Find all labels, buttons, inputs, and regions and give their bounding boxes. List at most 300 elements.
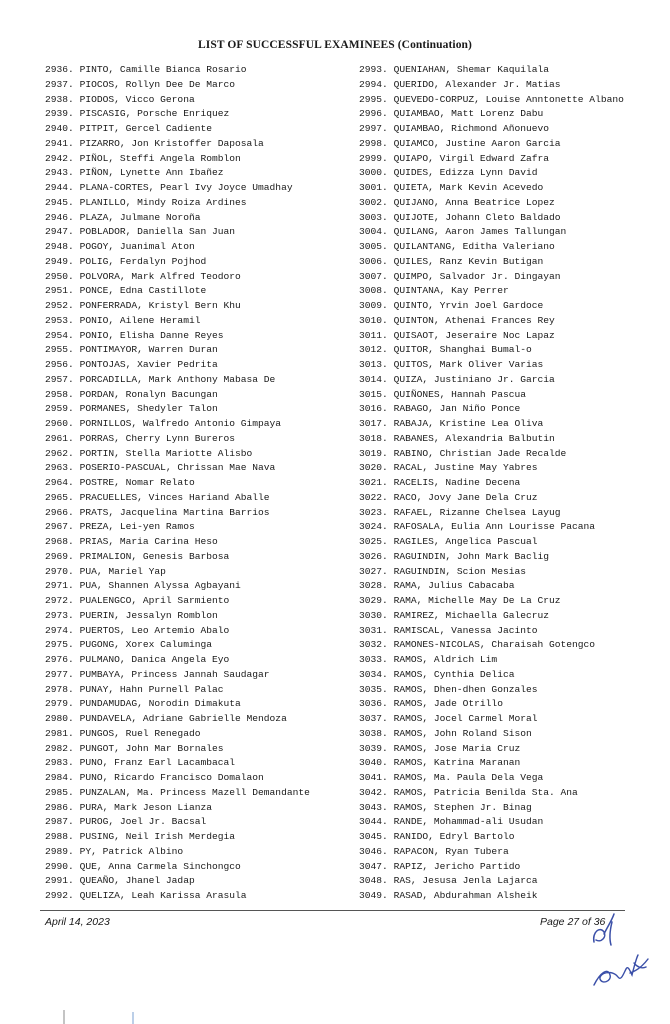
examinee-name: PIODOS, Vicco Gerona: [79, 93, 195, 105]
examinee-number: 2987.: [45, 816, 74, 828]
list-item: [45, 506, 310, 521]
list-item: [45, 373, 310, 388]
examinee-name: PRATS, Jacquelina Martina Barrios: [79, 506, 270, 518]
examinee-number: 3013.: [359, 359, 388, 370]
list-item: [45, 181, 310, 196]
examinee-number: 2956.: [45, 359, 74, 370]
examinee-number: 3045.: [359, 831, 388, 842]
list-item: [359, 830, 624, 845]
examinee-name: QUIAPO, Virgil Edward Zafra: [393, 152, 550, 164]
examinee-number: 3000.: [359, 167, 388, 179]
examinee-number: 2967.: [45, 521, 74, 533]
examinee-number: 2974.: [45, 624, 74, 636]
examinee-number: 3030.: [359, 609, 388, 621]
examinee-number: 2945.: [45, 196, 74, 208]
list-item: [359, 638, 624, 653]
list-item: [359, 786, 624, 801]
examinee-number: 2944.: [45, 182, 74, 193]
examinee-name: QUEVEDO-CORPUZ, Louise Anntonette Albano: [393, 93, 624, 105]
examinee-name: PUNGOS, Ruel Renegado: [79, 727, 201, 739]
examinee-number: 2990.: [45, 860, 74, 872]
examinee-number: 3026.: [359, 550, 388, 562]
examinee-number: 3032.: [359, 639, 388, 651]
examinee-number: 3049.: [359, 890, 388, 901]
list-item: [45, 697, 310, 712]
examinee-number: 2978.: [45, 683, 74, 695]
examinee-name: RAFOSALA, Eulia Ann Lourisse Pacana: [393, 521, 596, 533]
list-item: [45, 609, 310, 624]
examinee-number: 2998.: [359, 137, 388, 149]
list-item: [359, 697, 624, 712]
examinee-name: RAPACON, Ryan Tubera: [393, 845, 509, 857]
examinee-number: 2940.: [45, 123, 74, 134]
examinee-name: QUE, Anna Carmela Sinchongco: [79, 860, 241, 872]
examinee-name: PIOCOS, Rollyn Dee De Marco: [79, 78, 236, 90]
examinee-name: QUIAMBAO, Matt Lorenz Dabu: [393, 108, 544, 120]
examinee-name: PONTOJAS, Xavier Pedrita: [79, 359, 218, 370]
examinee-name: RASAD, Abdurahman Alsheik: [393, 890, 538, 901]
examinee-name: PUNDAVELA, Adriane Gabrielle Mendoza: [79, 713, 287, 724]
examinee-name: RAGUINDIN, John Mark Baclig: [393, 550, 550, 562]
list-item: [359, 771, 624, 786]
examinee-number: 2983.: [45, 757, 74, 769]
examinee-number: 2963.: [45, 462, 74, 474]
examinee-name: RAMIREZ, Michaella Galecruz: [393, 609, 550, 621]
list-item: [359, 609, 624, 624]
list-item: [359, 329, 624, 344]
list-item: [359, 417, 624, 432]
examinee-number: 3024.: [359, 521, 388, 533]
list-item: [359, 520, 624, 535]
examinee-name: RACAL, Justine May Yabres: [393, 462, 538, 474]
list-item: [359, 432, 624, 447]
examinee-number: 3046.: [359, 845, 388, 857]
list-item: [359, 712, 624, 727]
examinee-number: 3016.: [359, 403, 388, 415]
examinee-name: POBLADOR, Daniella San Juan: [79, 226, 236, 238]
list-item: [45, 196, 310, 211]
examinee-number: 3021.: [359, 477, 388, 488]
list-item: [359, 594, 624, 609]
examinee-name: PUMBAYA, Princess Jannah Saudagar: [79, 668, 270, 680]
list-item: [359, 181, 624, 196]
list-item: [359, 63, 624, 78]
examinee-name: QUERIDO, Alexander Jr. Matias: [393, 78, 561, 90]
examinee-number: 3034.: [359, 668, 388, 680]
examinee-number: 3041.: [359, 772, 388, 783]
examinee-number: 3015.: [359, 388, 388, 400]
examinee-name: RAMOS, Ma. Paula Dela Vega: [393, 772, 544, 783]
examinee-number: 2937.: [45, 78, 74, 90]
examinee-number: 3018.: [359, 432, 388, 444]
list-item: [45, 137, 310, 152]
list-item: [45, 255, 310, 270]
examinee-number: 2951.: [45, 285, 74, 297]
examinee-number: 2962.: [45, 447, 74, 459]
examinee-name: PORDAN, Ronalyn Bacungan: [79, 388, 218, 400]
list-item: [45, 786, 310, 801]
examinee-number: 2982.: [45, 742, 74, 754]
examinee-number: 3004.: [359, 226, 388, 238]
footer-divider: [40, 910, 625, 911]
examinee-number: 2960.: [45, 418, 74, 429]
list-item: [359, 801, 624, 816]
examinee-name: RABAJA, Kristine Lea Oliva: [393, 418, 544, 429]
examinee-name: QUINTON, Athenai Frances Rey: [393, 314, 555, 326]
examinee-number: 2965.: [45, 491, 74, 503]
examinee-number: 2954.: [45, 329, 74, 341]
examinee-name: QUIAMCO, Justine Aaron Garcia: [393, 137, 561, 149]
examinee-number: 3027.: [359, 565, 388, 577]
examinee-list-right-column: [359, 63, 624, 904]
list-item: [45, 329, 310, 344]
examinee-number: 3040.: [359, 757, 388, 769]
examinee-name: PREZA, Lei-yen Ramos: [79, 521, 195, 533]
list-item: [359, 845, 624, 860]
examinee-name: PISCASIG, Porsche Enriquez: [79, 108, 230, 120]
examinee-number: 2946.: [45, 211, 74, 223]
list-item: [45, 830, 310, 845]
examinee-name: PORTIN, Stella Mariotte Alisbo: [79, 447, 253, 459]
list-item: [45, 78, 310, 93]
list-item: [45, 756, 310, 771]
list-item: [45, 624, 310, 639]
examinee-name: RAMOS, Jose Maria Cruz: [393, 742, 521, 754]
examinee-name: PUNO, Ricardo Francisco Domalaon: [79, 772, 264, 783]
examinee-number: 2981.: [45, 727, 74, 739]
list-item: [359, 860, 624, 875]
examinee-number: 3005.: [359, 241, 388, 252]
list-item: [45, 727, 310, 742]
examinee-name: PUSING, Neil Irish Merdegia: [79, 831, 236, 842]
list-item: [359, 506, 624, 521]
examinee-number: 3010.: [359, 314, 388, 326]
list-item: [45, 107, 310, 122]
examinee-number: 2949.: [45, 255, 74, 267]
examinee-number: 3028.: [359, 580, 388, 592]
list-item: [359, 388, 624, 403]
examinee-name: PIZARRO, Jon Kristoffer Daposala: [79, 137, 264, 149]
examinee-name: RABANES, Alexandria Balbutin: [393, 432, 555, 444]
examinee-name: PUNAY, Hahn Purnell Palac: [79, 683, 224, 695]
examinee-name: RAMOS, Patricia Benilda Sta. Ana: [393, 786, 578, 798]
examinee-name: RAMA, Michelle May De La Cruz: [393, 595, 561, 606]
list-item: [45, 594, 310, 609]
list-item: [359, 579, 624, 594]
examinee-list-left-column: [45, 63, 310, 904]
examinee-name: RAFAEL, Rizanne Chelsea Layug: [393, 506, 561, 518]
examinee-number: 2955.: [45, 344, 74, 356]
examinee-number: 2964.: [45, 477, 74, 488]
list-item: [45, 402, 310, 417]
examinee-number: 3019.: [359, 447, 388, 459]
examinee-name: PONCE, Edna Castillote: [79, 285, 207, 297]
list-item: [45, 683, 310, 698]
examinee-number: 2950.: [45, 270, 74, 282]
list-item: [45, 491, 310, 506]
list-item: [45, 314, 310, 329]
examinee-number: 3011.: [359, 329, 388, 341]
examinee-number: 2947.: [45, 226, 74, 238]
list-item: [359, 107, 624, 122]
examinee-name: PY, Patrick Albino: [79, 845, 184, 857]
examinee-name: PIÑOL, Steffi Angela Romblon: [79, 152, 241, 164]
list-item: [45, 299, 310, 314]
examinee-number: 2996.: [359, 108, 388, 120]
list-item: [359, 225, 624, 240]
examinee-number: 2976.: [45, 654, 74, 665]
examinee-name: POSTRE, Nomar Relato: [79, 477, 195, 488]
list-item: [45, 270, 310, 285]
examinee-name: PRIAS, Maria Carina Heso: [79, 536, 218, 547]
list-item: [359, 78, 624, 93]
examinee-name: PORRAS, Cherry Lynn Bureros: [79, 432, 236, 444]
examinee-name: QUIMPO, Salvador Jr. Dingayan: [393, 270, 561, 282]
list-item: [45, 432, 310, 447]
examinee-name: RAGUINDIN, Scion Mesias: [393, 565, 526, 577]
examinee-number: 2979.: [45, 698, 74, 710]
examinee-name: PORMANES, Shedyler Talon: [79, 403, 218, 415]
page-title: LIST OF SUCCESSFUL EXAMINEES (Continuation): [198, 39, 472, 51]
list-item: [45, 565, 310, 580]
examinee-number: 3047.: [359, 860, 388, 872]
list-item: [45, 712, 310, 727]
examinee-name: PONFERRADA, Kristyl Bern Khu: [79, 300, 241, 311]
list-item: [359, 314, 624, 329]
examinee-number: 3003.: [359, 211, 388, 223]
examinee-name: QUITOS, Mark Oliver Varias: [393, 359, 544, 370]
examinee-name: PUGONG, Xorex Caluminga: [79, 639, 212, 651]
examinee-number: 3006.: [359, 255, 388, 267]
examinee-number: 3023.: [359, 506, 388, 518]
list-item: [45, 211, 310, 226]
examinee-number: 2993.: [359, 64, 388, 75]
examinee-name: QUINTANA, Kay Perrer: [393, 285, 509, 297]
list-item: [359, 137, 624, 152]
examinee-name: QUIZA, Justiniano Jr. Garcia: [393, 373, 555, 385]
examinee-name: PUROG, Joel Jr. Bacsal: [79, 816, 207, 828]
examinee-name: RAMOS, John Roland Sison: [393, 727, 532, 739]
list-item: [359, 653, 624, 668]
examinee-name: QUISAOT, Jeseraire Noc Lapaz: [393, 329, 555, 341]
examinee-name: QUEAÑO, Jhanel Jadap: [79, 875, 195, 887]
examinee-name: POGOY, Juanimal Aton: [79, 241, 195, 252]
examinee-name: PUERIN, Jessalyn Romblon: [79, 609, 218, 621]
examinee-number: 2992.: [45, 890, 74, 901]
list-item: [359, 152, 624, 167]
examinee-name: RANIDO, Edryl Bartolo: [393, 831, 515, 842]
examinee-number: 3035.: [359, 683, 388, 695]
examinee-number: 3039.: [359, 742, 388, 754]
list-item: [45, 653, 310, 668]
list-item: [45, 845, 310, 860]
examinee-number: 2995.: [359, 93, 388, 105]
examinee-number: 3029.: [359, 595, 388, 606]
list-item: [359, 476, 624, 491]
examinee-name: QUINTO, Yrvin Joel Gardoce: [393, 300, 544, 311]
examinee-number: 3014.: [359, 373, 388, 385]
examinee-number: 2973.: [45, 609, 74, 621]
list-item: [45, 122, 310, 137]
examinee-number: 3031.: [359, 624, 388, 636]
examinee-number: 3009.: [359, 300, 388, 311]
examinee-number: 2970.: [45, 565, 74, 577]
examinee-number: 3020.: [359, 462, 388, 474]
examinee-number: 2991.: [45, 875, 74, 887]
examinee-name: RAMOS, Jocel Carmel Moral: [393, 713, 538, 724]
list-item: [359, 122, 624, 137]
list-item: [45, 343, 310, 358]
examinee-name: PLANA-CORTES, Pearl Ivy Joyce Umadhay: [79, 182, 293, 193]
list-item: [45, 284, 310, 299]
list-item: [45, 550, 310, 565]
examinee-name: RABAGO, Jan Niño Ponce: [393, 403, 521, 415]
examinee-name: PITPIT, Gercel Cadiente: [79, 123, 212, 134]
list-item: [45, 771, 310, 786]
list-item: [45, 579, 310, 594]
examinee-name: QUIETA, Mark Kevin Acevedo: [393, 182, 544, 193]
examinee-number: 3037.: [359, 713, 388, 724]
footer-page-number: Page 27 of 36: [540, 916, 606, 928]
examinee-number: 3042.: [359, 786, 388, 798]
examinee-name: QUILES, Ranz Kevin Butigan: [393, 255, 544, 267]
list-item: [45, 447, 310, 462]
examinee-name: QUILANG, Aaron James Tallungan: [393, 226, 567, 238]
list-item: [45, 240, 310, 255]
examinee-number: 2977.: [45, 668, 74, 680]
list-item: [359, 874, 624, 889]
examinee-number: 2969.: [45, 550, 74, 562]
examinee-name: PORCADILLA, Mark Anthony Mabasa De: [79, 373, 276, 385]
list-item: [359, 683, 624, 698]
list-item: [359, 343, 624, 358]
list-item: [45, 63, 310, 78]
examinee-name: QUIJOTE, Johann Cleto Baldado: [393, 211, 561, 223]
examinee-name: PLANILLO, Mindy Roiza Ardines: [79, 196, 247, 208]
examinee-name: RAMONES-NICOLAS, Charaisah Gotengco: [393, 639, 596, 651]
examinee-number: 2943.: [45, 167, 74, 179]
examinee-name: PLAZA, Julmane Noroña: [79, 211, 201, 223]
list-item: [359, 550, 624, 565]
examinee-number: 2984.: [45, 772, 74, 783]
examinee-name: QUITOR, Shanghai Bumal-o: [393, 344, 532, 356]
examinee-number: 2953.: [45, 314, 74, 326]
examinee-number: 3017.: [359, 418, 388, 429]
examinee-name: QUELIZA, Leah Karissa Arasula: [79, 890, 247, 901]
list-item: [45, 358, 310, 373]
examinee-number: 2997.: [359, 123, 388, 134]
examinee-name: QUIDES, Edizza Lynn David: [393, 167, 538, 179]
examinee-number: 2942.: [45, 152, 74, 164]
examinee-name: PUA, Shannen Alyssa Agbayani: [79, 580, 241, 592]
examinee-number: 2988.: [45, 831, 74, 842]
footer-date: April 14, 2023: [45, 916, 110, 928]
examinee-name: QUIAMBAO, Richmond Añonuevo: [393, 123, 550, 134]
scan-edge-marks: [0, 1008, 160, 1024]
examinee-number: 3002.: [359, 196, 388, 208]
list-item: [45, 388, 310, 403]
list-item: [45, 225, 310, 240]
list-item: [45, 889, 310, 904]
examinee-number: 3001.: [359, 182, 388, 193]
list-item: [359, 535, 624, 550]
list-item: [359, 889, 624, 904]
examinee-name: PORNILLOS, Walfredo Antonio Gimpaya: [79, 418, 282, 429]
list-item: [359, 756, 624, 771]
list-item: [359, 815, 624, 830]
list-item: [45, 874, 310, 889]
list-item: [359, 565, 624, 580]
examinee-name: PUNO, Franz Earl Lacambacal: [79, 757, 236, 769]
examinee-name: PONTIMAYOR, Warren Duran: [79, 344, 218, 356]
examinee-name: PUNZALAN, Ma. Princess Mazell Demandante: [79, 786, 310, 798]
list-item: [359, 299, 624, 314]
examinee-name: PUA, Mariel Yap: [79, 565, 166, 577]
examinee-number: 2968.: [45, 536, 74, 547]
examinee-name: PONIO, Elisha Danne Reyes: [79, 329, 224, 341]
examinee-number: 3008.: [359, 285, 388, 297]
list-item: [359, 491, 624, 506]
examinee-number: 2952.: [45, 300, 74, 311]
list-item: [359, 196, 624, 211]
examinee-number: 2999.: [359, 152, 388, 164]
handwritten-initials-mark: [586, 912, 626, 948]
examinee-name: RAMOS, Katrina Maranan: [393, 757, 521, 769]
examinee-number: 2936.: [45, 64, 74, 75]
examinee-number: 2975.: [45, 639, 74, 651]
list-item: [45, 815, 310, 830]
examinee-name: PRIMALION, Genesis Barbosa: [79, 550, 230, 562]
list-item: [45, 860, 310, 875]
examinee-name: RACO, Jovy Jane Dela Cruz: [393, 491, 538, 503]
examinee-name: RAMOS, Dhen-dhen Gonzales: [393, 683, 538, 695]
list-item: [359, 358, 624, 373]
examinee-number: 3033.: [359, 654, 388, 665]
examinee-number: 2980.: [45, 713, 74, 724]
examinee-name: RAMA, Julius Cabacaba: [393, 580, 515, 592]
list-item: [359, 284, 624, 299]
examinee-number: 2938.: [45, 93, 74, 105]
examinee-name: RANDE, Mohammad-ali Usudan: [393, 816, 544, 828]
examinee-name: QUIÑONES, Hannah Pascua: [393, 388, 526, 400]
examinee-name: QUIJANO, Anna Beatrice Lopez: [393, 196, 555, 208]
list-item: [359, 211, 624, 226]
examinee-number: 2994.: [359, 78, 388, 90]
examinee-name: RACELIS, Nadine Decena: [393, 477, 521, 488]
examinee-number: 3036.: [359, 698, 388, 710]
list-item: [359, 255, 624, 270]
list-item: [359, 166, 624, 181]
examinee-name: RAMOS, Jade Otrillo: [393, 698, 503, 710]
examinee-name: PUNDAMUDAG, Norodin Dimakuta: [79, 698, 241, 710]
list-item: [45, 461, 310, 476]
examinee-name: PRACUELLES, Vinces Hariand Aballe: [79, 491, 270, 503]
examinee-name: QUILANTANG, Editha Valeriano: [393, 241, 555, 252]
list-item: [45, 801, 310, 816]
examinee-name: RAGILES, Angelica Pascual: [393, 536, 538, 547]
list-item: [359, 373, 624, 388]
examinee-number: 2957.: [45, 373, 74, 385]
examinee-number: 3038.: [359, 727, 388, 739]
list-item: [359, 270, 624, 285]
examinee-name: RAMOS, Cynthia Delica: [393, 668, 515, 680]
examinee-number: 2948.: [45, 241, 74, 252]
examinee-name: POSERIO-PASCUAL, Chrissan Mae Nava: [79, 462, 276, 474]
list-item: [45, 742, 310, 757]
list-item: [45, 166, 310, 181]
examinee-number: 3048.: [359, 875, 388, 887]
examinee-number: 3022.: [359, 491, 388, 503]
